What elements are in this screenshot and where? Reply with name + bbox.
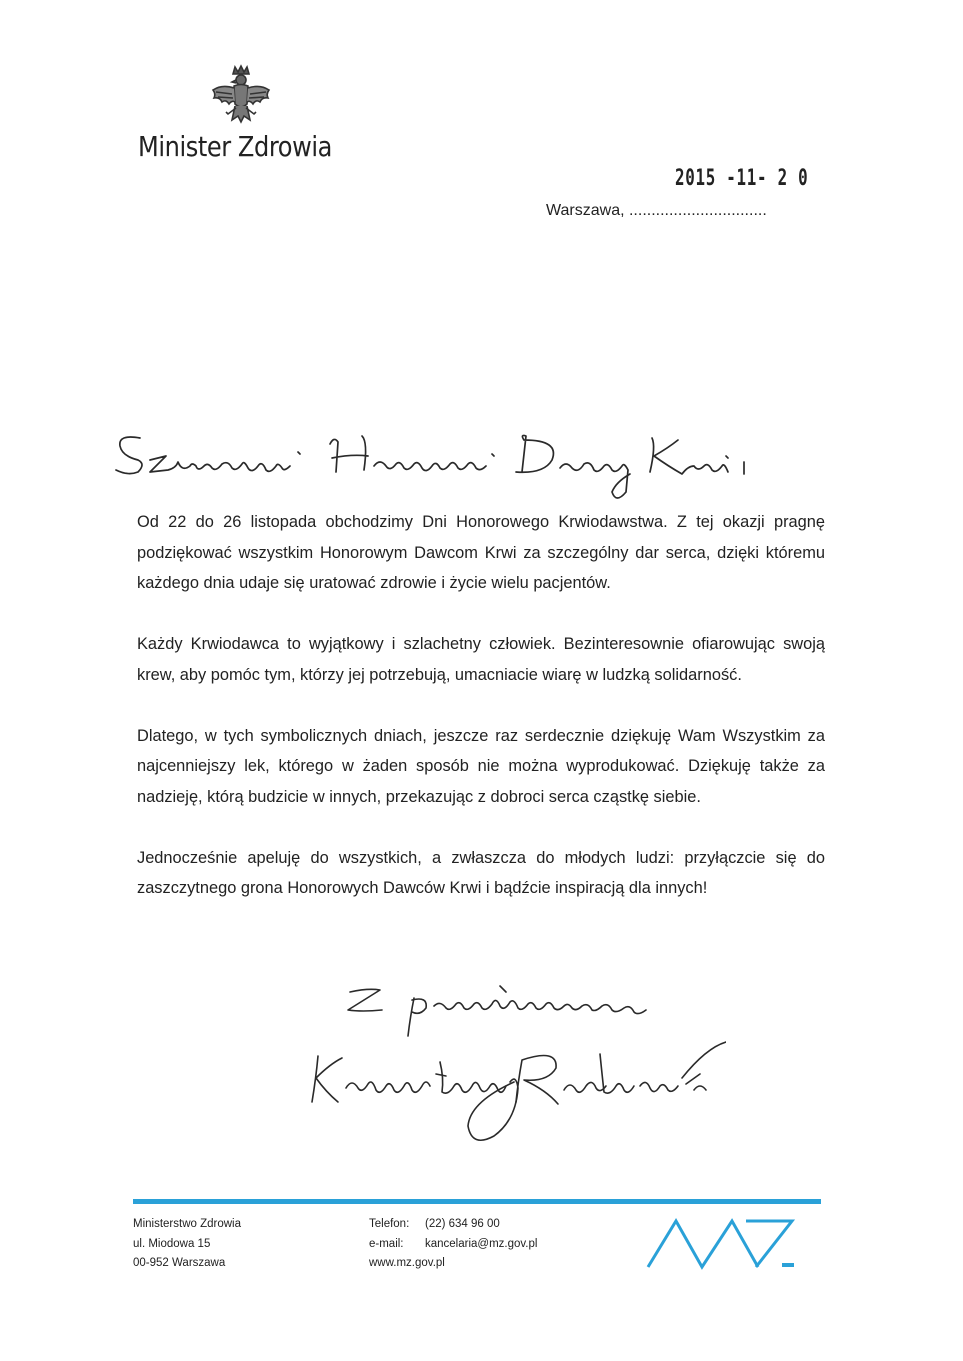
handwritten-signature	[296, 978, 726, 1158]
footer-website-row	[369, 1254, 537, 1274]
footer-postal-city: 00-952 Warszawa	[133, 1257, 226, 1269]
ministry-title: Minister Zdrowia	[138, 130, 332, 163]
email-address[interactable]: kancelaria@mz.gov.pl	[425, 1237, 538, 1250]
footer-street: ul. Miodowa 15	[133, 1237, 211, 1250]
body-paragraph: Dlatego, w tych symbolicznych dniach, jeszcze raz serdecznie dziękuję Wam Wszystkim za najcenniejszy lek, którego w żaden sposób nie można wyprodukować. Dziękuję także za nadzieję, którą budzicie w innych, przekazując z dobroci serca cząstkę siebie.	[137, 726, 825, 806]
website-link[interactable]: www.mz.gov.pl	[369, 1257, 445, 1269]
footer-email-row	[369, 1235, 537, 1255]
body-paragraph: Jednocześnie apeluję do wszystkich, a zwłaszcza do młodych ludzi: przyłączcie się do zaszczytnego grona Honorowych Dawców Krwi i bądźcie inspiracją dla innych!	[137, 848, 825, 897]
footer-ministry-name: Ministerstwo Zdrowia	[133, 1218, 241, 1230]
city-date-line: Warszawa, ...............................	[546, 202, 767, 219]
footer-accent-rule	[133, 1199, 821, 1204]
footer-phone-row	[369, 1215, 537, 1235]
date-stamp: 2015 -11- 2 0	[675, 166, 809, 191]
footer-contact	[369, 1215, 537, 1274]
body-paragraph: Każdy Krwiodawca to wyjątkowy i szlachetny człowiek. Bezinteresownie ofiarowując swoją krew, aby pomóc tym, którzy jej potrzebują, umacniacie wiarę w ludzką solidarność.	[137, 635, 825, 684]
email-label: e-mail:	[369, 1237, 404, 1250]
footer-address	[133, 1215, 241, 1274]
phone-label: Telefon:	[369, 1218, 410, 1230]
polish-eagle-emblem-icon	[210, 64, 272, 130]
body-paragraph: Od 22 do 26 listopada obchodzimy Dni Honorowego Krwiodawstwa. Z tej okazji pragnę podziękować wszystkim Honorowym Dawcom Krwi za szczególny dar serca, dzięki któremu każdego dnia udaje się uratować zdrowie i życie wielu pacjentów.	[137, 513, 825, 592]
mz-logo-icon	[646, 1215, 800, 1273]
letter-body	[137, 507, 825, 934]
handwritten-salutation	[112, 426, 752, 506]
phone-number: (22) 634 96 00	[425, 1218, 500, 1230]
